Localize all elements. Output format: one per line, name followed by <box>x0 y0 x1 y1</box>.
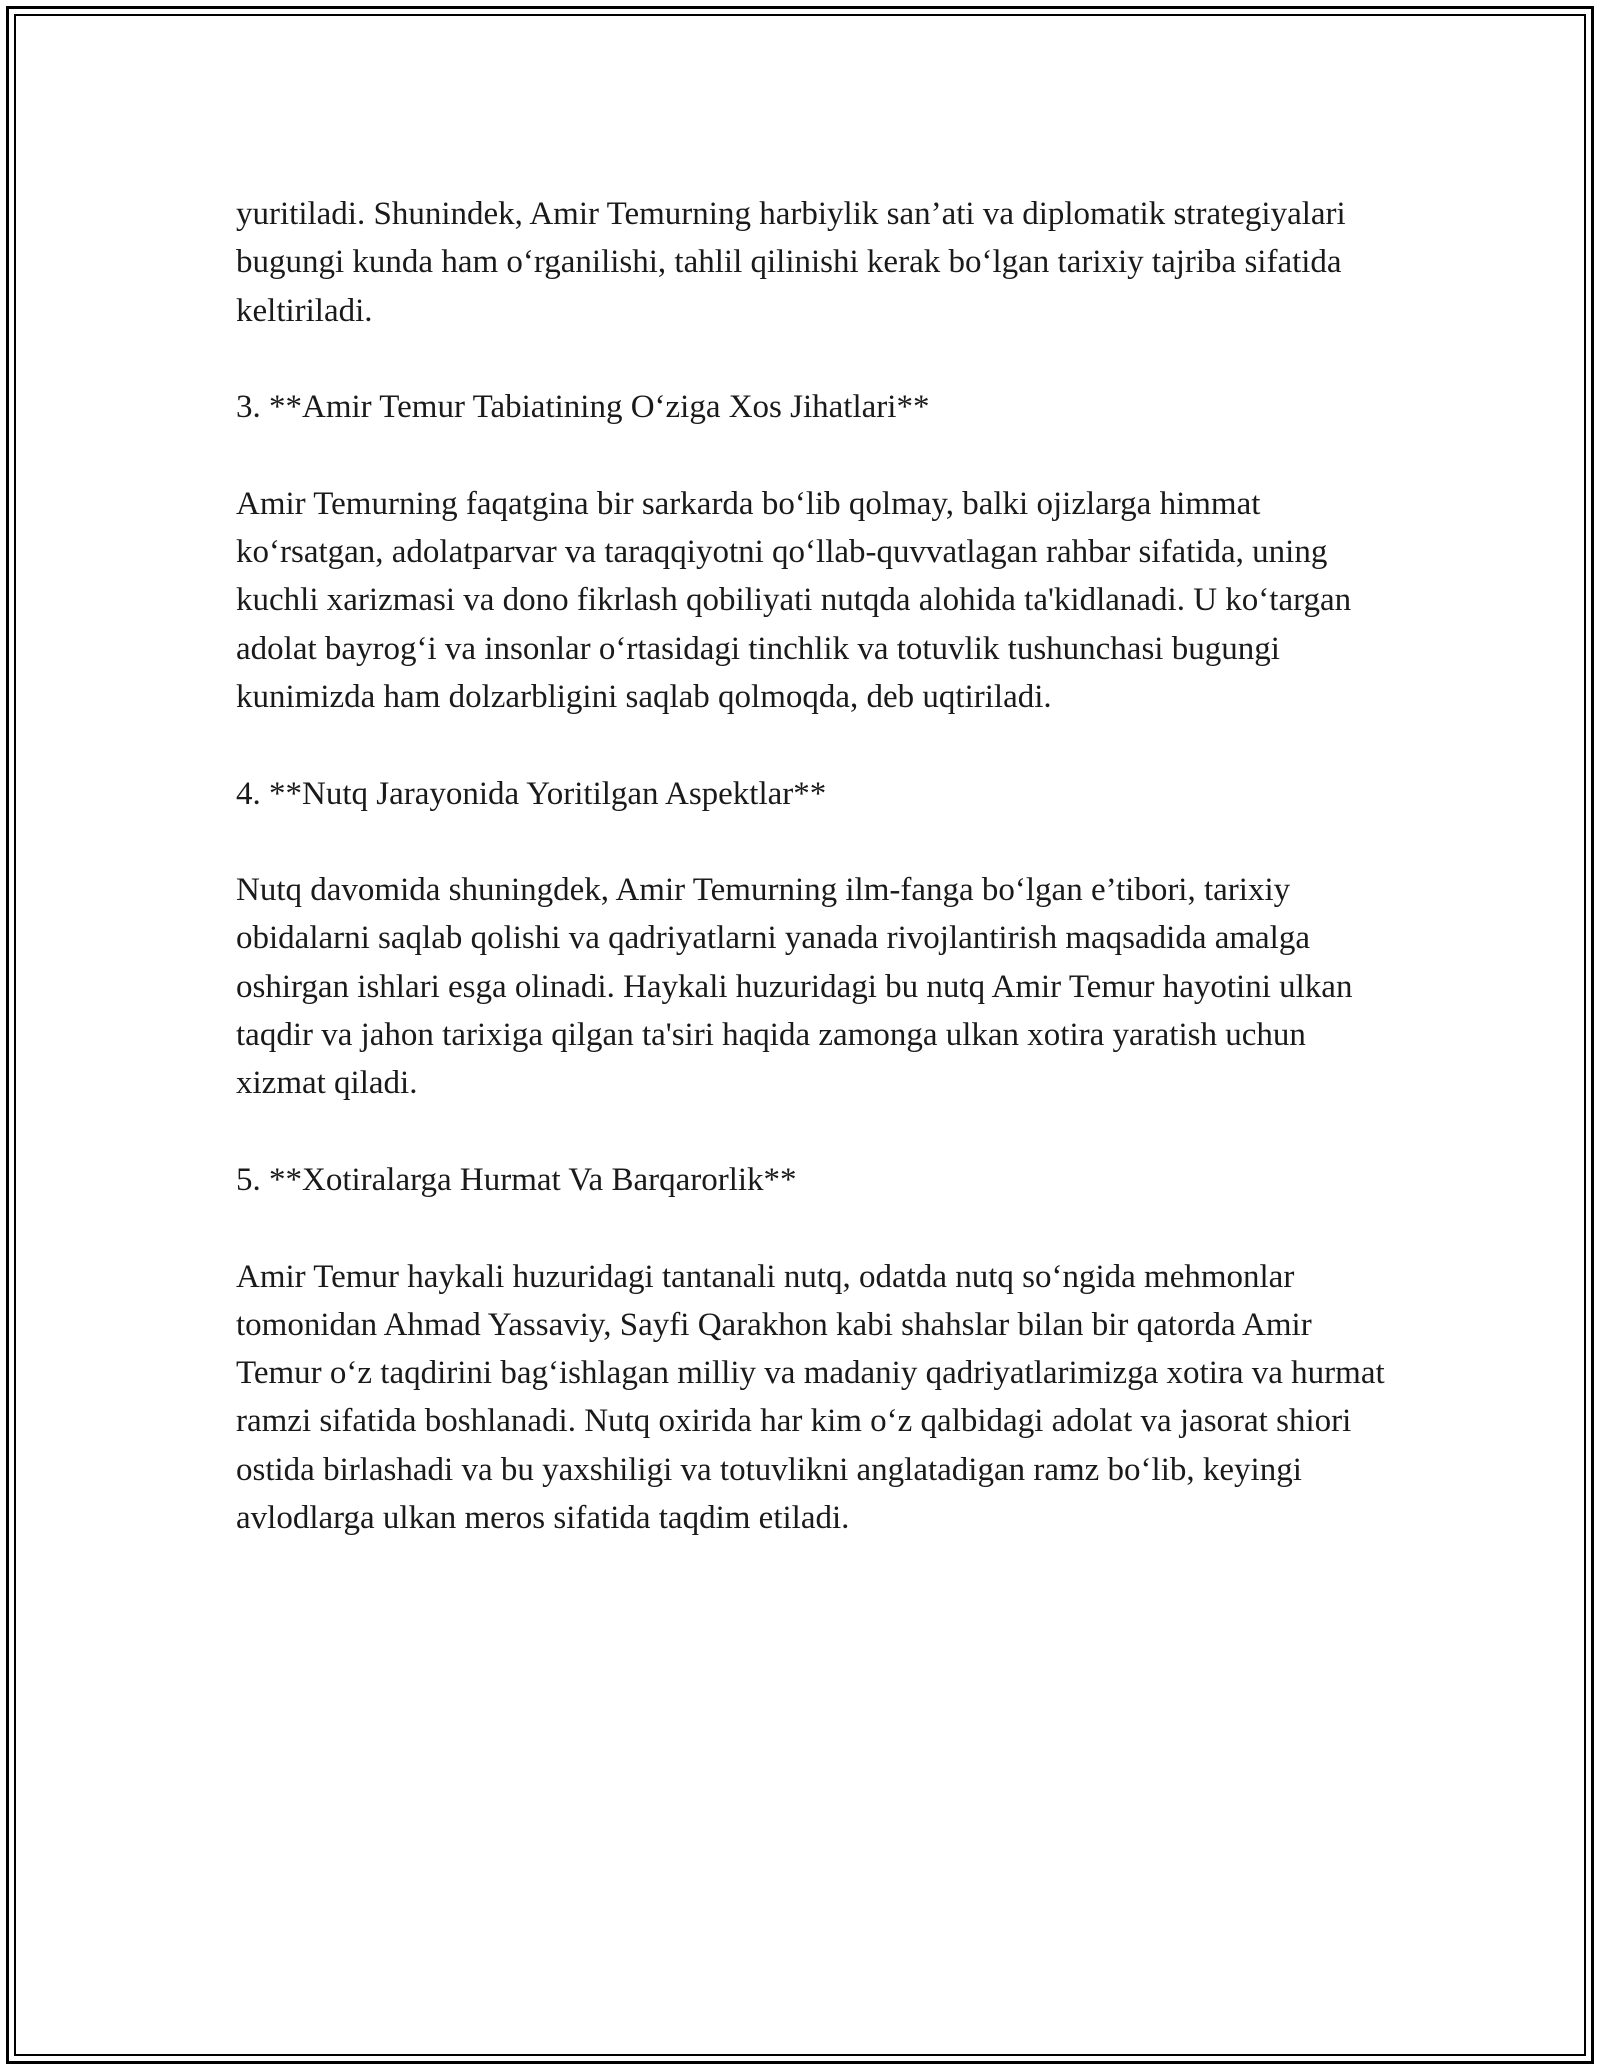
document-body <box>236 190 1396 1591</box>
section-heading-3: 3. **Amir Temur Tabiatining O‘ziga Xos Jihatlari** <box>236 389 930 426</box>
paragraph-section-5: Amir Temur haykali huzuridagi tantanali nutq, odatda nutq so‘ngida mehmonlar tomonidan Ahmad Yassaviy, Sayfi Qarakhon kabi shahslar bilan bir qatorda Amir Temur o‘z taqdirini bag‘ishlagan milliy va madaniy qadriyatlarimizga xotira va hurmat ramzi sifatida boshlanadi. Nutq oxirida har kim o‘z qalbidagi adolat va jasorat shiori ostida birlashadi va bu yaxshiligi va totuvlikni anglatadigan ramz bo‘lib, keyingi avlodlarga ulkan meros sifatida taqdim etiladi. <box>236 1258 1385 1537</box>
section-heading-5: 5. **Xotiralarga Hurmat Va Barqarorlik** <box>236 1161 797 1198</box>
paragraph-section-4: Nutq davomida shuningdek, Amir Temurning ilm-fanga bo‘lgan e’tibori, tarixiy obidalarni saqlab qolishi va qadriyatlarni yanada rivojlantirish maqsadida amalga oshirgan ishlari esga olinadi. Haykali huzuridagi bu nutq Amir Temur hayotini ulkan taqdir va jahon tarixiga qilgan ta'siri haqida zamonga ulkan xotira yaratish uchun xizmat qiladi. <box>236 872 1353 1102</box>
paragraph-continuation: yuritiladi. Shunindek, Amir Temurning harbiylik san’ati va diplomatik strategiyalari bugungi kunda ham o‘rganilishi, tahlil qilinishi kerak bo‘lgan tarixiy tajriba sifatida keltiriladi. <box>236 196 1346 329</box>
section-heading-4: 4. **Nutq Jarayonida Yoritilgan Aspektlar** <box>236 775 827 812</box>
paragraph-section-3: Amir Temurning faqatgina bir sarkarda bo‘lib qolmay, balki ojizlarga himmat ko‘rsatgan, adolatparvar va taraqqiyotni qo‘llab-quvvatlagan rahbar sifatida, uning kuchli xarizmasi va dono fikrlash qobiliyati nutqda alohida ta'kidlanadi. U ko‘targan adolat bayrog‘i va insonlar o‘rtasidagi tinchlik va totuvlik tushunchasi bugungi kunimizda ham dolzarbligini saqlab qolmoqda, deb uqtiriladi. <box>236 485 1352 715</box>
